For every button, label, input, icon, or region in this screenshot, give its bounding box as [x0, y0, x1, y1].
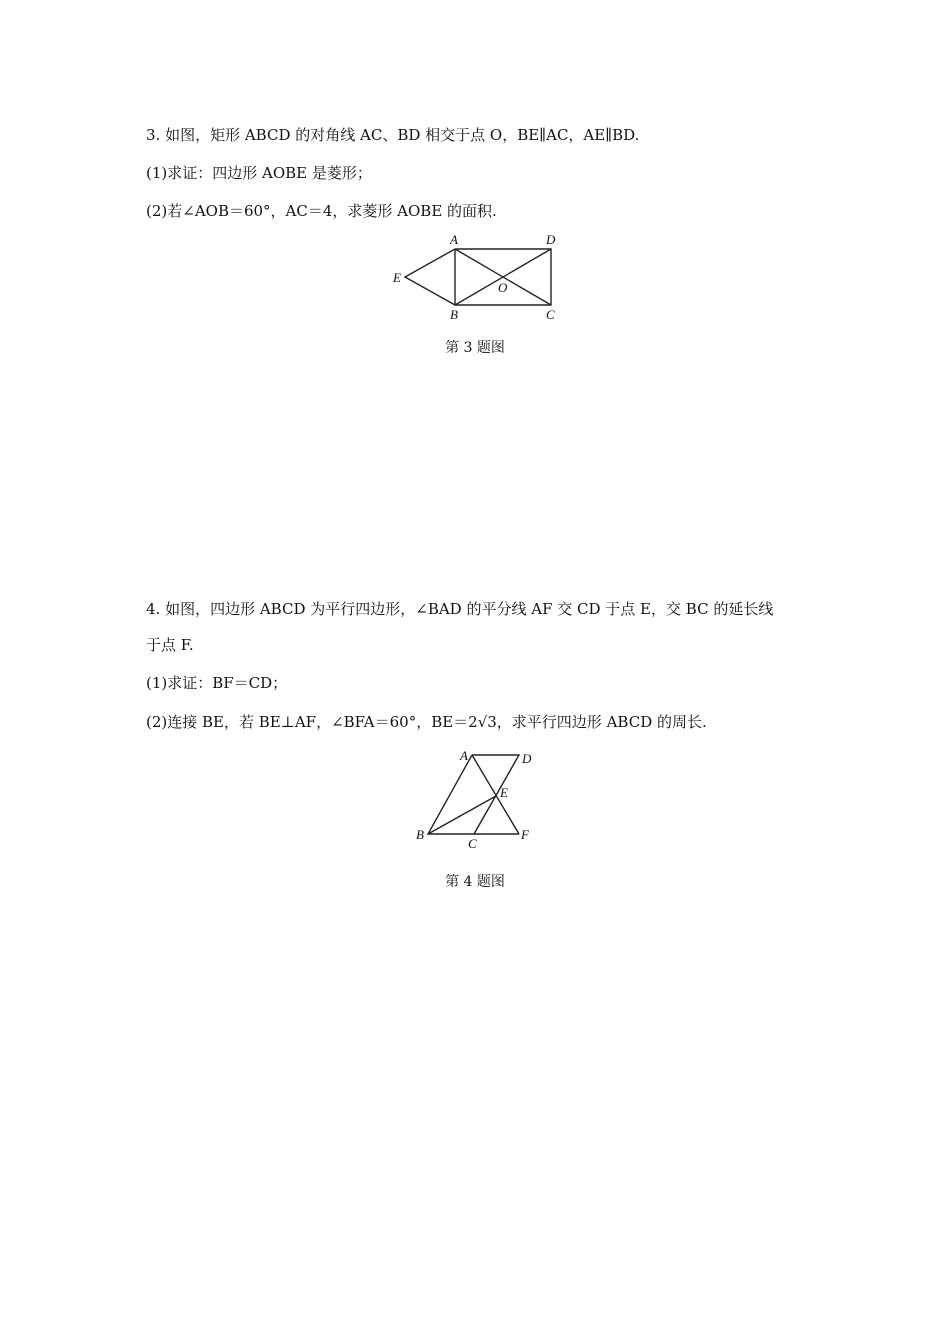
label-e: E — [500, 785, 508, 800]
label-a: A — [450, 232, 458, 247]
q4-caption: 第 4 题图 — [445, 874, 505, 890]
label-f: F — [521, 827, 529, 842]
segments-ae-be — [405, 249, 455, 305]
q3-caption: 第 3 题图 — [445, 340, 505, 356]
q3-part2: (2)若∠AOB＝60°，AC＝4，求菱形 AOBE 的面积. — [146, 202, 497, 220]
q3-stem: 3. 如图，矩形 ABCD 的对角线 AC、BD 相交于点 O，BE∥AC，AE∥BD. — [146, 126, 640, 144]
q4-part2: (2)连接 BE，若 BE⊥AF，∠BFA＝60°，BE＝2√3，求平行四边形 ABCD 的周长. — [146, 713, 707, 731]
q4-stem-line1: 4. 如图，四边形 ABCD 为平行四边形，∠BAD 的平分线 AF 交 CD 于点 E，交 BC 的延长线 — [146, 600, 774, 618]
label-o: O — [498, 280, 508, 295]
label-d: D — [546, 232, 556, 247]
q3-part1: (1)求证：四边形 AOBE 是菱形； — [146, 164, 372, 182]
label-b: B — [450, 307, 458, 322]
q4-part1: (1)求证：BF＝CD； — [146, 674, 288, 692]
label-a: A — [460, 748, 468, 763]
label-c: C — [468, 836, 477, 851]
q3-figure — [405, 249, 551, 305]
label-d: D — [522, 751, 532, 766]
label-e: E — [393, 270, 401, 285]
label-c: C — [546, 307, 555, 322]
q4-stem-line2: 于点 F. — [146, 636, 194, 654]
label-b: B — [416, 827, 424, 842]
